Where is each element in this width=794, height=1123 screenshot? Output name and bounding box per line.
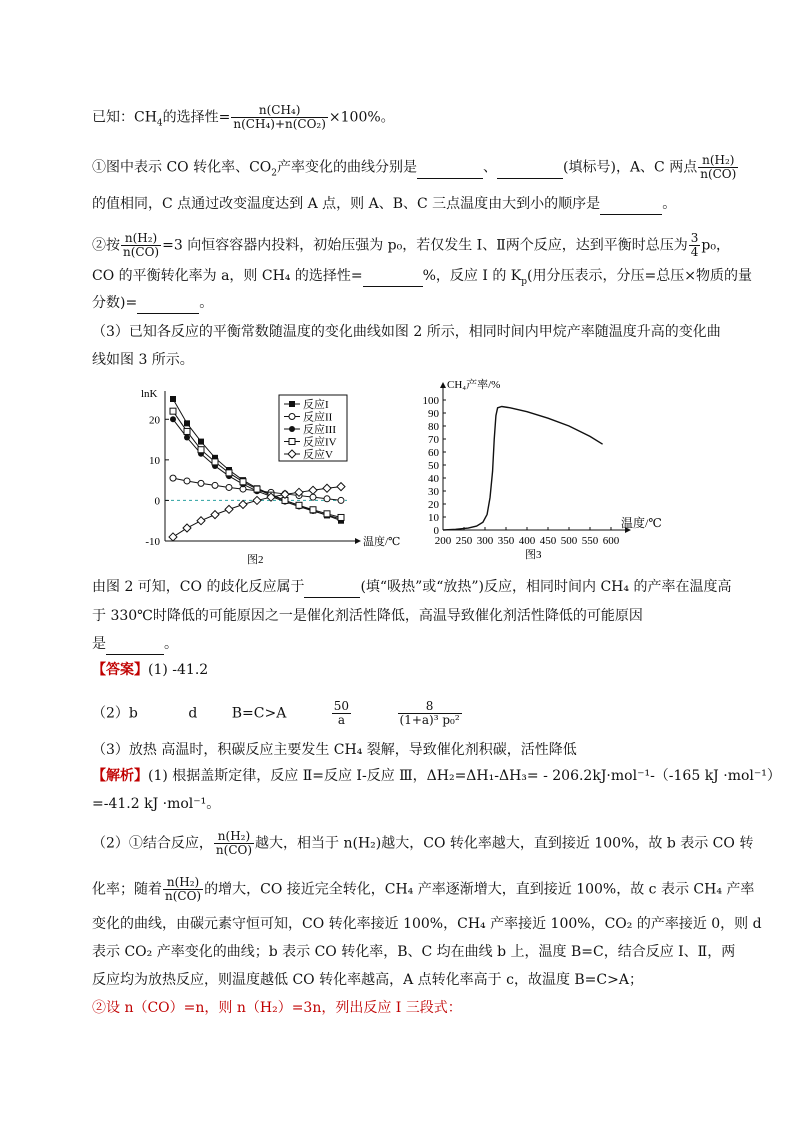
y-axis-label: CH₄产率/%: [447, 379, 501, 391]
answer-blank: [137, 293, 199, 314]
answer2-line: [92, 700, 463, 727]
fraction-den: n(CO): [215, 843, 253, 857]
answer-blank: [304, 577, 360, 598]
q1-line: ①图中表示 CO 转化率、$CO_2$产率变化的曲线分别是 、 (填标号)，A、C 两点 $\frac{\text{n(H₂)}}{n(CO)}$: [92, 153, 737, 181]
fraction-num: 8: [398, 700, 462, 714]
y-axis-arrow: [440, 382, 446, 388]
data-point: [198, 447, 204, 453]
q2c-line: [92, 293, 213, 314]
data-point: [324, 496, 330, 502]
text: 已知：CH: [92, 109, 157, 126]
q4-line: [92, 577, 731, 598]
text: （2）b: [92, 705, 138, 722]
text: 的增大，CO 接近完全转化，CH₄ 产率逐渐增大，直到接近 100%，故 c 表示 CH₄ 产率: [204, 881, 755, 898]
data-point: [183, 524, 191, 532]
legend-label: 反应V: [303, 449, 333, 461]
y-tick-label: 80: [428, 421, 439, 433]
y-tick-label: 20: [149, 414, 160, 427]
text: (填标号)，A、C 两点: [563, 159, 698, 176]
y-tick-label: 0: [433, 525, 439, 537]
y-tick-label: 10: [428, 512, 439, 524]
h2-co-fraction: [698, 154, 738, 181]
data-point: [289, 426, 295, 432]
data-point: [338, 497, 344, 503]
y-axis-label: lnK: [141, 388, 158, 400]
text: ②设 n（CO）=n，则 n（H₂）=3n，列出反应 Ⅰ 三段式：: [92, 1000, 462, 1016]
y-tick-label: 60: [428, 447, 439, 459]
legend-label: 反应III: [303, 424, 336, 436]
data-point: [169, 533, 177, 541]
analysis-label: 【解析】: [92, 768, 148, 784]
text: ×100%。: [328, 109, 395, 126]
fraction-num: 50: [333, 699, 350, 713]
data-point: [296, 502, 302, 508]
data-point: [212, 482, 218, 488]
selectivity-fraction: [231, 104, 328, 131]
text: 化率；随着: [92, 881, 162, 898]
text: 的值相同，C 点通过改变温度达到 A 点，则 A、B、C 三点温度由大到小的顺序是: [92, 196, 601, 212]
text: 分数)=: [92, 295, 138, 311]
y-tick-label: 10: [149, 454, 160, 467]
text: d: [188, 705, 198, 722]
analysis5-line: 表示 CO₂ 产率变化的曲线；b 表示 CO 转化率，B、C 均在曲线 b 上，温度 B=C，结合反应 Ⅰ、Ⅱ，两: [92, 944, 736, 960]
fraction-num: n(CH₄): [231, 104, 328, 118]
figure-3: [415, 372, 680, 571]
answer-blank: [497, 158, 563, 179]
text: 。: [199, 295, 214, 311]
data-point: [225, 505, 233, 513]
fraction-den: n(CO): [165, 889, 202, 903]
series-line: [443, 407, 603, 531]
x-tick-label: 250: [455, 535, 473, 547]
data-point: [226, 470, 232, 476]
text: 越大，相当于 n(H₂)越大，CO 转化率越大，直到接近 100%，故 b 表示 CO 转: [255, 835, 754, 852]
answer-blank: [600, 194, 662, 215]
data-point: [309, 486, 317, 494]
data-point: [184, 435, 190, 441]
q3-line: （3）已知各反应的平衡常数随温度的变化曲线如图 2 所示，相同时间内甲烷产率随温度升高的变化曲: [92, 324, 721, 340]
fraction-num: n(H₂): [214, 830, 254, 844]
x-tick-label: 450: [539, 535, 557, 547]
known-line: 已知：$CH_4$的选择性= $\frac{\text{n(CH₄)}}{\text{n(CH₄)+n(CO₂)}}$ ×100%。: [92, 103, 395, 131]
x-axis-label: 温度/℃: [363, 536, 401, 548]
analysis2-line: [92, 830, 753, 857]
data-point: [338, 514, 344, 520]
data-point: [239, 500, 247, 508]
data-point: [226, 484, 232, 490]
y-tick-label: 50: [428, 460, 439, 472]
data-point: [324, 511, 330, 517]
analysis6-line: 反应均为放热反应，则温度越低 CO 转化率越高，A 点转化率高于 c，故温度 B=C>A；: [92, 972, 643, 988]
fraction-num: n(H₂): [698, 154, 738, 168]
data-point: [337, 483, 345, 491]
fraction-num: n(H₂): [121, 232, 161, 246]
legend-label: 反应IV: [303, 436, 337, 449]
answer-blank: [363, 266, 423, 287]
q1b-line: [92, 194, 676, 215]
x-axis-arrow: [355, 538, 361, 544]
data-point: [198, 439, 204, 445]
text: (填“吸热”或“放热”)反应，相同时间内 CH₄ 的产率在温度高: [360, 579, 732, 595]
data-point: [197, 517, 205, 525]
data-point: [289, 401, 295, 407]
y-tick-label: 20: [428, 499, 439, 511]
data-point: [184, 420, 190, 426]
figure-2: [135, 385, 410, 571]
h2-co-fraction: [163, 876, 203, 903]
h2-co-fraction: [121, 232, 161, 259]
answer-fraction-2: [398, 700, 462, 727]
fraction-den: a: [337, 713, 345, 727]
y-tick-label: 70: [428, 434, 439, 446]
text: =3 向恒容容器内投料，初始压强为 p₀，若仅发生 Ⅰ、Ⅱ两个反应，达到平衡时总压为: [162, 237, 688, 254]
y-tick-label: 0: [154, 495, 160, 508]
text: %，反应 Ⅰ 的 K: [422, 268, 522, 284]
data-point: [170, 408, 176, 414]
data-point: [170, 475, 176, 481]
analysis4-line: 变化的曲线，由碳元素守恒可知，CO 转化率接近 100%，CH₄ 产率接近 100%，CO₂ 的产率接近 0，则 d: [92, 916, 762, 932]
text: (1) -41.2: [148, 662, 209, 678]
analysis3-line: [92, 876, 754, 903]
data-point: [323, 484, 331, 492]
answer-label: 【答案】: [92, 662, 148, 678]
data-point: [254, 486, 260, 492]
figure-3-svg: [415, 372, 680, 567]
answer-fraction-1: [332, 700, 351, 727]
text: ②按: [92, 237, 120, 254]
q3b-line: 线如图 3 所示。: [92, 352, 194, 368]
data-point: [310, 507, 316, 513]
answer3-line: （3）放热 高温时，积碳反应主要发生 CH₄ 裂解，导致催化剂积碳，活性降低: [92, 742, 577, 758]
data-point: [198, 480, 204, 486]
answer-line: [92, 660, 208, 680]
fraction-den: 4: [690, 245, 699, 259]
y-tick-label: 90: [428, 408, 439, 420]
q2b-line: CO 的平衡转化率为 a，则 CH₄ 的选择性= %，反应 Ⅰ 的 $K_p$(用分压表示，分压=总压×物质的量: [92, 268, 752, 287]
text: 、: [483, 159, 498, 176]
q4c-line: [92, 634, 178, 655]
x-tick-label: 400: [518, 535, 536, 547]
fraction-num: n(H₂): [163, 876, 203, 890]
figure-caption: 图3: [525, 549, 542, 561]
text: ①图中表示 CO 转化率、CO: [92, 159, 272, 176]
figure-caption: 图2: [247, 554, 264, 566]
analysis-line: [92, 766, 781, 786]
legend-label: 反应I: [303, 399, 329, 411]
x-tick-label: 200: [434, 535, 452, 547]
h2-co-fraction: [214, 830, 254, 857]
data-point: [184, 428, 190, 434]
text: 。: [164, 636, 178, 652]
text: B=C>A: [231, 705, 287, 722]
text: 产率变化的曲线分别是: [277, 159, 418, 176]
fraction-den: n(CO): [123, 245, 160, 259]
three-quarters-fraction: [689, 232, 701, 259]
y-tick-label: 30: [428, 486, 439, 498]
text: p₀，: [701, 237, 730, 254]
analysis1b-line: =-41.2 kJ ·mol⁻¹。: [92, 796, 221, 812]
answer-blank: [106, 634, 164, 655]
x-tick-label: 600: [602, 535, 620, 547]
x-tick-label: 550: [581, 535, 599, 547]
data-point: [212, 459, 218, 465]
data-point: [211, 511, 219, 519]
text: 是: [92, 636, 106, 652]
text: CO 的平衡转化率为 a，则 CH₄ 的选择性=: [92, 268, 363, 284]
data-point: [184, 478, 190, 484]
fraction-den: n(CH₄)+n(CO₂): [233, 117, 326, 131]
data-point: [253, 496, 261, 504]
text: 。: [662, 196, 677, 212]
y-tick-label: -10: [145, 536, 160, 548]
x-axis-label: 温度/℃: [621, 516, 662, 530]
data-point: [170, 416, 176, 422]
fraction-den: n(CO): [700, 167, 737, 181]
legend-label: 反应II: [303, 411, 333, 424]
x-tick-label: 350: [497, 535, 515, 547]
q4b-line: 于 330℃时降低的可能原因之一是催化剂活性降低，高温导致催化剂活性降低的可能原因: [92, 608, 643, 624]
text: (1) 根据盖斯定律，反应 Ⅱ=反应 Ⅰ-反应 Ⅲ，ΔH₂=ΔH₁-ΔH₃= - 206.2kJ·mol⁻¹-（-165 kJ ·mol⁻¹）: [148, 768, 781, 784]
data-point: [240, 479, 246, 485]
data-point: [170, 396, 176, 402]
data-point: [310, 494, 316, 500]
data-point: [289, 439, 295, 445]
data-point: [289, 414, 295, 420]
figure-2-svg: [135, 385, 410, 567]
x-tick-label: 300: [476, 535, 494, 547]
text: （2）①结合反应，: [92, 835, 213, 852]
fraction-den: (1+a)³ p₀²: [399, 713, 460, 727]
y-tick-label: 100: [422, 395, 439, 407]
text: (用分压表示，分压=总压×物质的量: [527, 268, 752, 284]
fraction-num: 3: [690, 231, 699, 245]
text: 由图 2 可知，CO 的歧化反应属于: [92, 579, 305, 595]
answer-blank: [417, 158, 483, 179]
q2-line: [92, 232, 730, 259]
x-tick-label: 500: [560, 535, 578, 547]
text: 的选择性=: [162, 109, 231, 126]
y-tick-label: 40: [428, 473, 439, 485]
analysis7-line: [92, 998, 462, 1018]
